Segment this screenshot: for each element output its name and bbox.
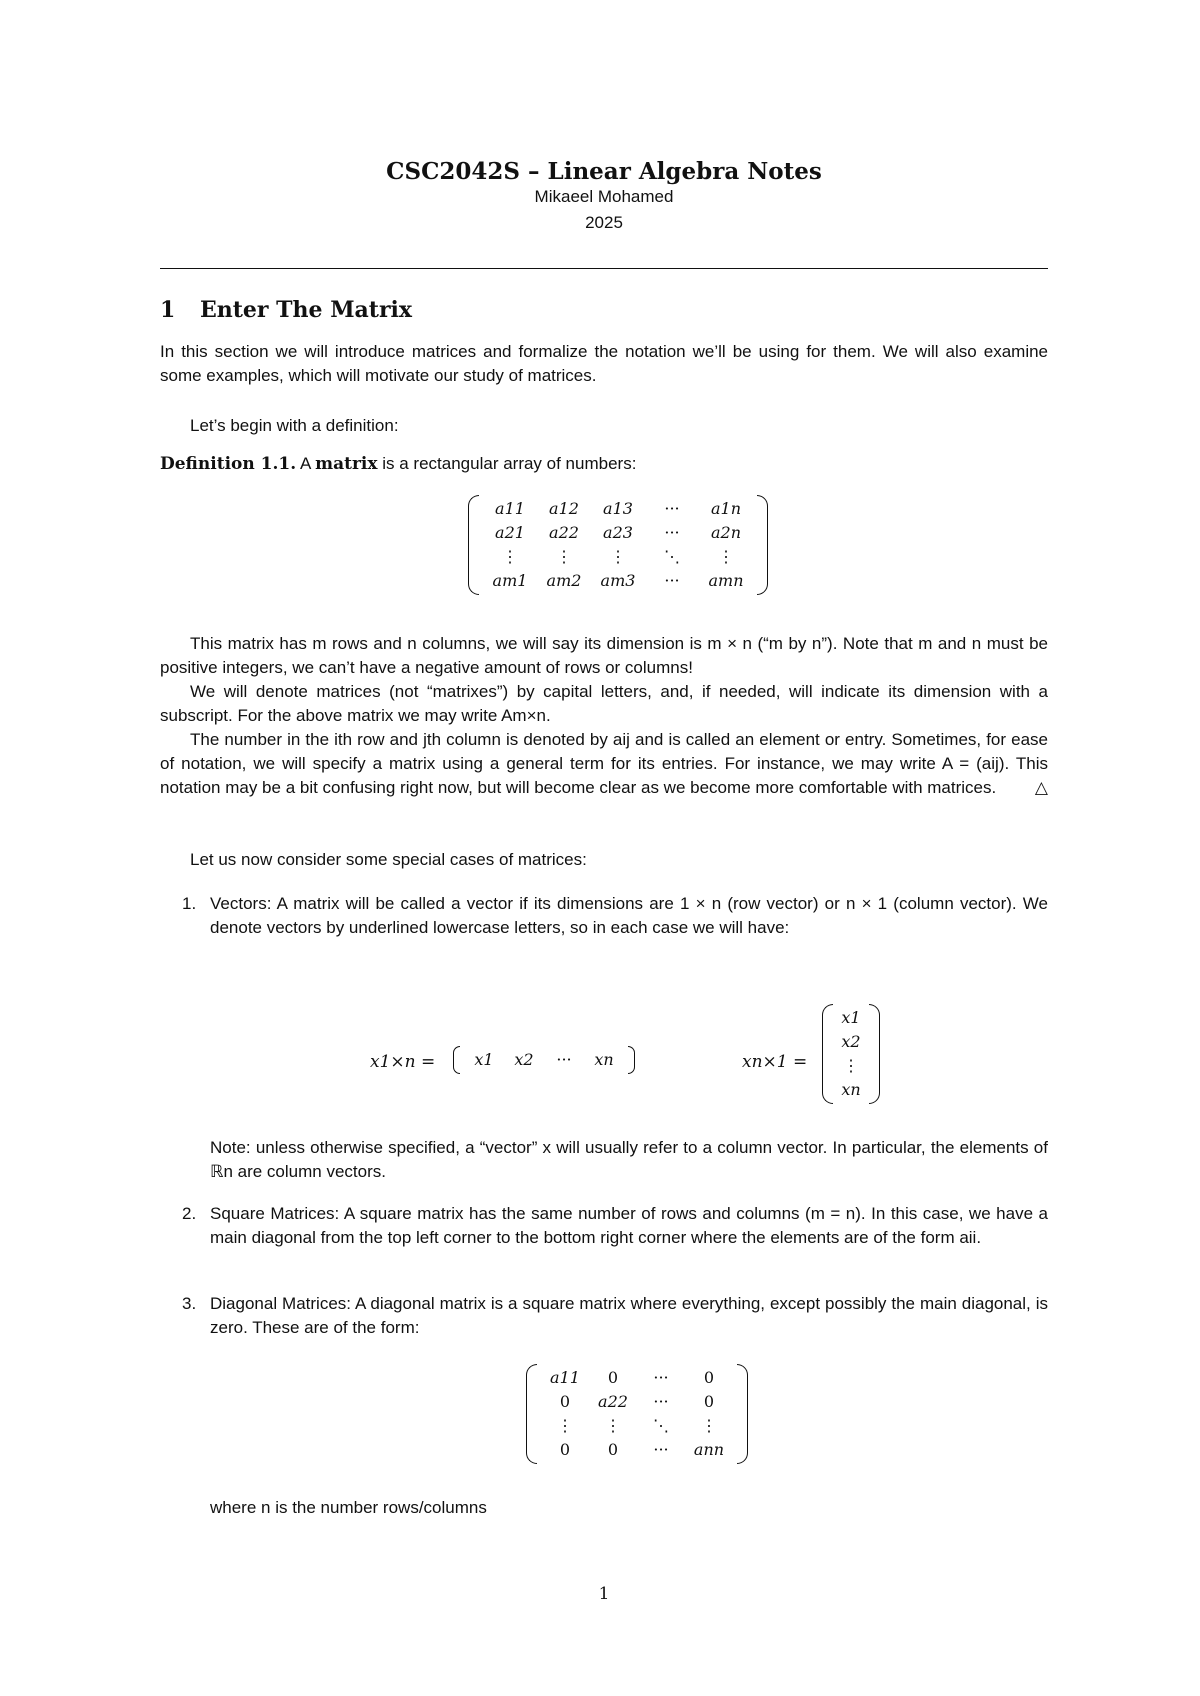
matrix-entry: ⋮ — [701, 1416, 717, 1435]
column-vector — [822, 1004, 880, 1104]
column-vector-lhs: xn×1 = — [742, 1052, 808, 1072]
matrix-entry: ··· — [664, 499, 680, 518]
section-intro: In this section we will introduce matrices and formalize the notation we’ll be using for them. We will also examine some examples, which will motivate our study of matrices. — [160, 342, 1048, 385]
general-matrix-entries — [479, 495, 757, 595]
matrix-entry: ··· — [664, 571, 680, 590]
matrix-entry: xn — [841, 1080, 861, 1099]
matrix-entry: ⋮ — [718, 547, 734, 566]
matrix-entry: am3 — [600, 571, 636, 590]
matrix-entry: ··· — [664, 523, 680, 542]
matrix-entry: am1 — [492, 571, 528, 590]
list-number: 1. — [182, 894, 197, 913]
matrix-entry: ··· — [653, 1392, 669, 1411]
matrix-entry: ··· — [556, 1050, 572, 1069]
general-matrix — [468, 495, 768, 595]
matrix-entry: amn — [708, 571, 744, 590]
document-year: 2025 — [585, 213, 623, 232]
section-heading — [160, 297, 412, 323]
matrix-entry: a2n — [710, 523, 742, 542]
matrix-entry: a23 — [603, 523, 633, 542]
definition-1-1 — [160, 452, 1048, 476]
matrix-entry: x1 — [841, 1008, 861, 1027]
list-text: Vectors: A matrix will be called a vector if its dimensions are 1 × n (row vector) or n × 1 (column vector). We denote vectors by underlined lowercase letters, so in each case we will have: — [210, 894, 1048, 937]
diagonal-matrix-entries — [537, 1364, 737, 1464]
list-text: Diagonal Matrices: A diagonal matrix is a square matrix where everything, except possibly the main diagonal, is zero. These are of the form: — [210, 1294, 1048, 1337]
matrix-entry: ··· — [653, 1440, 669, 1459]
matrix-entry: ⋮ — [610, 547, 626, 566]
matrix-entry: a22 — [598, 1392, 628, 1411]
definition-lead: Let’s begin with a definition: — [190, 416, 399, 435]
entry-paragraph-text: The number in the ith row and jth column is denoted by aij and is called an element or entry. Sometimes, for ease of notation, we will specify a matrix using a general term for its entries. For instance, we may write A = (aij). This notation may be a bit confusing right now, but will become clear as we become more comfortable with matrices. — [160, 730, 1048, 797]
left-paren — [453, 1046, 460, 1074]
matrix-entry: ⋮ — [502, 547, 518, 566]
matrix-entry: xn — [594, 1050, 614, 1069]
list-number: 3. — [182, 1294, 197, 1313]
diagonal-after-text: where n is the number rows/columns — [210, 1498, 487, 1517]
row-vector-lhs: x1×n = — [370, 1052, 436, 1072]
matrix-entry: ⋮ — [843, 1056, 859, 1075]
vector-note-text: Note: unless otherwise specified, a “vector” x will usually refer to a column vector. In particular, the elements of ℝn are column vectors. — [210, 1138, 1048, 1181]
dimension-paragraph: This matrix has m rows and n columns, we will say its dimension is m × n (“m by n”). Note that m and n must be positive integers, we can’t have a negative amount of rows or columns! — [160, 634, 1048, 677]
matrix-entry: a11 — [495, 499, 525, 518]
matrix-entry: a13 — [603, 499, 633, 518]
definition-pre: A — [299, 454, 311, 473]
matrix-entry: x2 — [514, 1050, 534, 1069]
definition-term: matrix — [315, 454, 378, 474]
matrix-entry: x2 — [841, 1032, 861, 1051]
matrix-entry: a22 — [549, 523, 579, 542]
right-paren — [757, 495, 768, 595]
list-text: Square Matrices: A square matrix has the same number of rows and columns (m = n). In this case, we have a main diagonal from the top left corner to the bottom right corner where the elements are of the form aii. — [210, 1204, 1048, 1247]
section-number: 1 — [160, 297, 176, 323]
document-title: CSC2042S – Linear Algebra Notes — [386, 158, 822, 185]
qed-symbol: △ — [1034, 778, 1048, 797]
matrix-entry: 0 — [559, 1392, 571, 1411]
left-paren — [468, 495, 479, 595]
entry-paragraph — [160, 728, 1048, 800]
matrix-entry: a21 — [495, 523, 525, 542]
right-paren — [628, 1046, 635, 1074]
author-name: Mikaeel Mohamed — [534, 187, 674, 206]
column-vector-entries — [833, 1004, 869, 1104]
matrix-entry: a1n — [710, 499, 742, 518]
matrix-entry: a11 — [550, 1368, 580, 1387]
matrix-entry: 0 — [703, 1392, 715, 1411]
matrix-entry: 0 — [607, 1368, 619, 1387]
matrix-entry: ⋮ — [605, 1416, 621, 1435]
diagonal-matrix — [526, 1364, 748, 1464]
section-title: Enter The Matrix — [200, 297, 413, 323]
matrix-entry: 0 — [607, 1440, 619, 1459]
special-cases-lead: Let us now consider some special cases of matrices: — [190, 850, 587, 869]
row-vector — [453, 1046, 635, 1074]
right-paren — [737, 1364, 748, 1464]
matrix-entry: ⋱ — [664, 547, 680, 566]
matrix-entry: 0 — [703, 1368, 715, 1387]
definition-post: is a rectangular array of numbers: — [382, 454, 637, 473]
matrix-entry: ann — [693, 1440, 725, 1459]
left-paren — [822, 1004, 833, 1104]
right-paren — [869, 1004, 880, 1104]
matrix-entry: x1 — [474, 1050, 494, 1069]
definition-label: Definition 1.1. — [160, 454, 297, 474]
notation-paragraph: We will denote matrices (not “matrixes”) by capital letters, and, if needed, will indicate its dimension with a subscript. For the above matrix we may write Am×n. — [160, 682, 1048, 725]
matrix-entry: ⋮ — [556, 547, 572, 566]
matrix-entry: 0 — [559, 1440, 571, 1459]
matrix-entry: a12 — [549, 499, 579, 518]
matrix-entry: ⋱ — [653, 1416, 669, 1435]
matrix-entry: ··· — [653, 1368, 669, 1387]
matrix-entry: am2 — [546, 571, 582, 590]
left-paren — [526, 1364, 537, 1464]
matrix-entry: ⋮ — [557, 1416, 573, 1435]
row-vector-entries — [460, 1046, 628, 1074]
page-number: 1 — [598, 1584, 610, 1604]
list-number: 2. — [182, 1204, 197, 1223]
title-rule — [160, 268, 1048, 269]
